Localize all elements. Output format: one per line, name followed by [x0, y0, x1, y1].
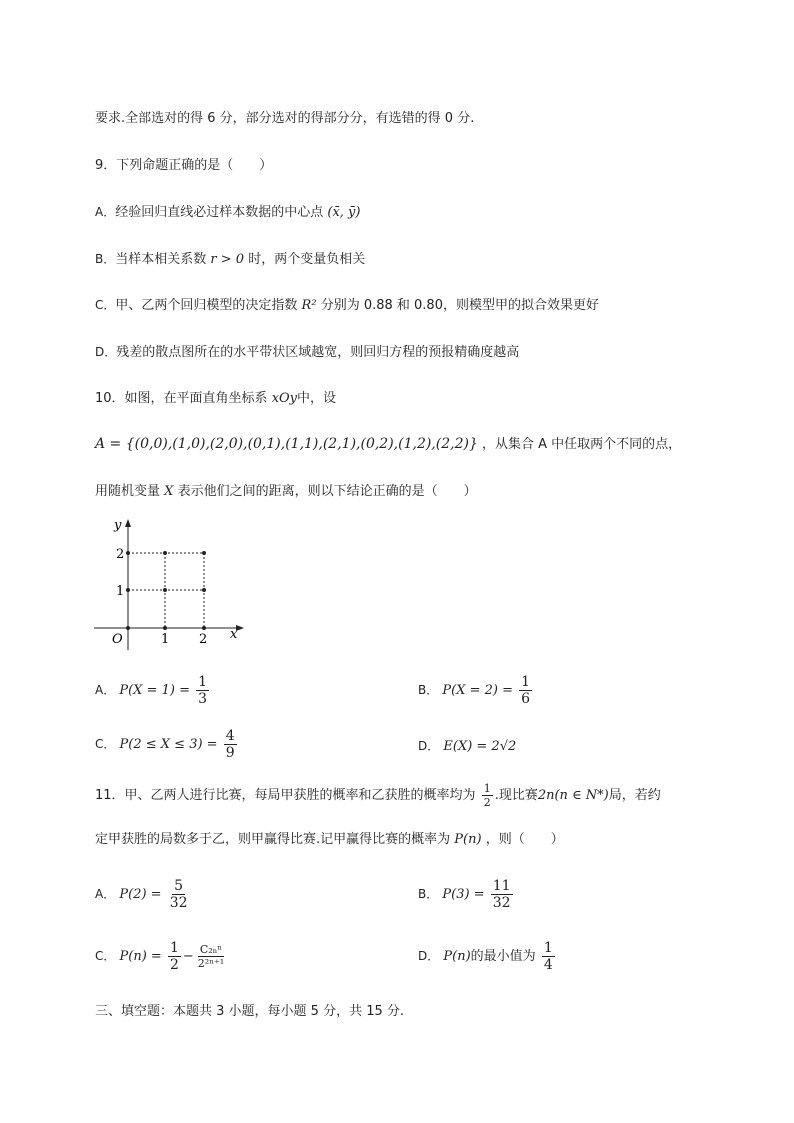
q11-option-d [418, 940, 557, 973]
option-math: E(X) = 2√2 [443, 739, 517, 754]
numerator: 1 [543, 940, 553, 956]
q10-option-b [418, 674, 534, 707]
question-10-stem-2 [95, 482, 477, 502]
origin-label: O [112, 632, 123, 647]
denominator: 9 [225, 745, 235, 761]
minus-sign: − [182, 949, 194, 964]
stem-text: 局，若约 [608, 788, 661, 803]
option-text: 分别为 0.88 和 0.80，则模型甲的拟合效果更好 [320, 298, 599, 313]
point [126, 626, 130, 630]
numerator: 1 [483, 782, 491, 795]
option-label: C． [95, 298, 116, 312]
section-3-heading: 三、填空题：本题共 3 小题，每小题 5 分，共 15 分. [95, 1004, 405, 1019]
option-math: P(2) = [119, 887, 162, 902]
denominator: 4 [543, 957, 553, 973]
fraction [168, 940, 181, 973]
option-label: D． [418, 739, 440, 753]
option-text: 残差的散点图所在的水平带状区域越宽，则回归方程的预报精确度越高 [116, 345, 520, 360]
q10-option-c [95, 728, 239, 761]
option-text: 的最小值为 [470, 949, 536, 964]
fraction [196, 943, 226, 970]
numerator: 1 [521, 674, 531, 690]
option-math: R² [301, 298, 317, 313]
fraction [168, 878, 190, 911]
option-label: B． [95, 252, 116, 266]
numerator: 11 [492, 878, 511, 894]
numerator: C₂ₙⁿ [199, 943, 223, 956]
q11-option-c [95, 940, 228, 973]
option-label: C． [95, 737, 116, 751]
fraction [224, 728, 237, 761]
point [202, 626, 206, 630]
option-math: P(n) [443, 949, 471, 964]
q11-option-b [418, 878, 515, 911]
option-text: 甲、乙两个回归模型的决定指数 [115, 298, 298, 313]
fraction [196, 674, 209, 707]
option-label: A． [95, 683, 116, 697]
numerator: 4 [225, 728, 235, 744]
x-axis-label: x [230, 627, 238, 642]
x-tick-label: 2 [199, 632, 208, 647]
stem-math: xOy [271, 391, 298, 406]
point [126, 588, 130, 592]
stem-text: 10．如图，在平面直角坐标系 [95, 391, 268, 406]
question-9-stem: 9．下列命题正确的是（ ） [95, 158, 273, 173]
fraction [482, 782, 493, 809]
option-label: A． [95, 887, 116, 901]
q9-option-a [95, 202, 360, 223]
set-math: A = {(0,0),(1,0),(2,0),(0,1),(1,1),(2,1),(0,2),(1,2),(2,2)} [95, 436, 478, 452]
option-math: P(n) = [119, 949, 162, 964]
stem-math: X [164, 484, 174, 499]
q9-option-d [95, 342, 519, 363]
option-label: B． [418, 683, 439, 697]
option-text: 当样本相关系数 [115, 252, 207, 267]
option-math: P(3) = [442, 887, 485, 902]
option-text: 经验回归直线必过样本数据的中心点 [115, 205, 324, 220]
point [202, 551, 206, 555]
option-label: D． [418, 949, 440, 963]
numerator: 1 [198, 674, 208, 690]
fraction [519, 674, 532, 707]
option-math: P(X = 2) = [442, 683, 513, 698]
stem-text: 11．甲、乙两人进行比赛，每局甲获胜的概率和乙获胜的概率均为 [95, 788, 476, 803]
q11-option-a [95, 878, 192, 911]
stem-math: P(n) [454, 832, 482, 847]
y-tick-label: 2 [116, 547, 125, 562]
stem-text: 定甲获胜的局数多于乙，则甲赢得比赛.记甲赢得比赛的概率为 [95, 832, 451, 847]
option-math: r > 0 [210, 252, 245, 267]
q10-option-a [95, 674, 211, 707]
option-label: B． [418, 887, 439, 901]
option-math: P(X = 1) = [119, 683, 190, 698]
denominator: 2 [169, 957, 179, 973]
point [163, 551, 167, 555]
stem-text: 用随机变量 [95, 484, 161, 499]
point [202, 588, 206, 592]
denominator: 3 [198, 691, 208, 707]
option-label: A． [95, 205, 116, 219]
stem-text: .现比赛 [494, 788, 538, 803]
point [126, 551, 130, 555]
denominator: 32 [492, 895, 511, 911]
denominator: 2²ⁿ⁺¹ [197, 957, 225, 970]
question-11-stem-2 [95, 830, 564, 850]
stem-math: 2n(n ∈ N*) [537, 788, 609, 803]
question-10-stem [95, 389, 336, 409]
option-label: D． [95, 345, 117, 359]
set-text: ，从集合 A 中任取两个不同的点， [482, 437, 682, 452]
numerator: 5 [174, 878, 184, 894]
fraction [491, 878, 513, 911]
stem-text: ，则（ ） [485, 832, 564, 847]
set-definition [95, 434, 681, 455]
option-math: (x̄, ȳ) [327, 205, 361, 220]
numerator: 1 [169, 940, 179, 956]
denominator: 6 [521, 691, 531, 707]
coordinate-grid-figure [92, 515, 252, 650]
q9-option-c [95, 295, 599, 316]
point [163, 588, 167, 592]
option-label: C． [95, 949, 116, 963]
fraction [542, 940, 555, 973]
option-text: 时，两个变量负相关 [248, 252, 366, 267]
point [163, 626, 167, 630]
x-tick-label: 1 [161, 632, 170, 647]
stem-text: 表示他们之间的距离，则以下结论正确的是（ ） [177, 484, 477, 499]
option-math: P(2 ≤ X ≤ 3) = [119, 737, 218, 752]
denominator: 32 [169, 895, 188, 911]
q9-option-b [95, 249, 365, 270]
y-tick-label: 1 [116, 584, 125, 599]
denominator: 2 [483, 796, 491, 809]
stem-text: 中，设 [297, 391, 337, 406]
question-11-stem [95, 782, 661, 809]
y-axis-label: y [114, 518, 122, 533]
instruction-text: 要求.全部选对的得 6 分，部分选对的得部分分，有选错的得 0 分. [95, 111, 475, 126]
q10-option-d [418, 736, 516, 757]
y-axis-arrow-icon [125, 519, 131, 527]
